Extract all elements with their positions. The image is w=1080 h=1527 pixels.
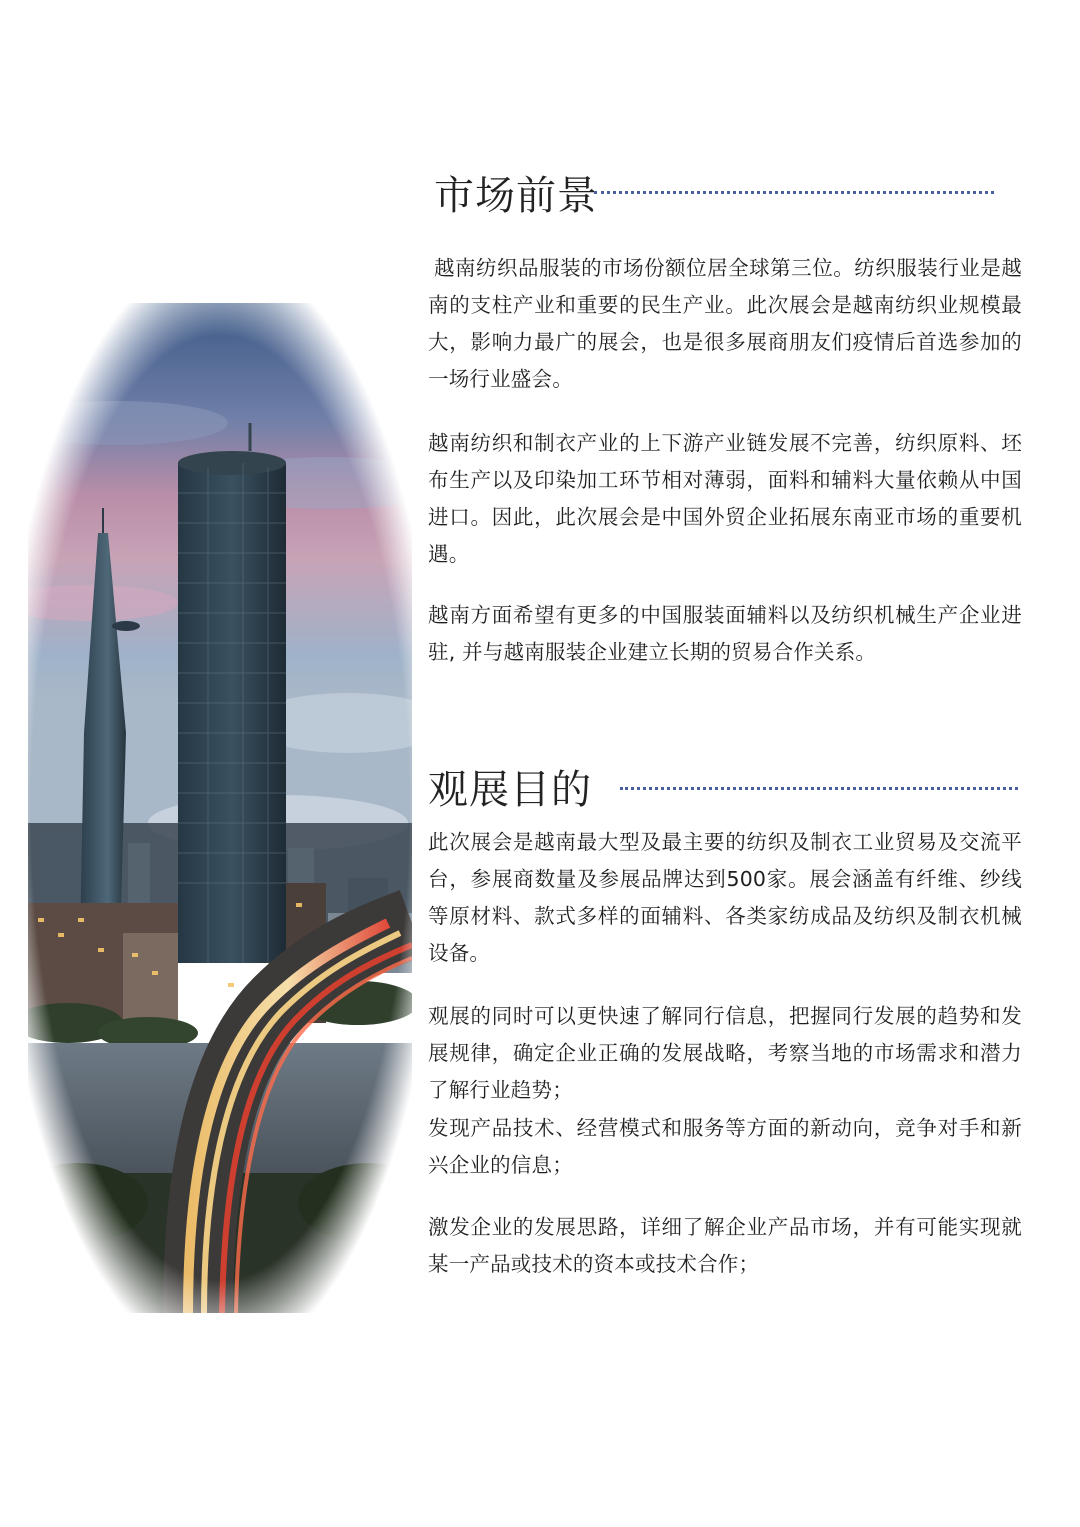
- market-outlook-title: 市场前景: [434, 173, 598, 219]
- title-divider: [620, 787, 1018, 790]
- market-paragraph: 越南纺织品服装的市场份额位居全球第三位。纺织服装行业是越南的支柱产业和重要的民生产业。此次展会是越南纺织业规模最大，影响力最广的展会，也是很多展商朋友们疫情后首选参加的一场行业盛会。: [428, 256, 1022, 391]
- purpose-paragraph: 发现产品技术、经营模式和服务等方面的新动向，竞争对手和新兴企业的信息；: [428, 1116, 1022, 1177]
- city-skyline-photo: [28, 303, 412, 1313]
- market-paragraph: 越南纺织和制衣产业的上下游产业链发展不完善，纺织原料、坯布生产以及印染加工环节相对薄弱，面料和辅料大量依赖从中国进口。因此，此次展会是中国外贸企业拓展东南亚市场的重要机遇。: [428, 431, 1022, 566]
- purpose-paragraph: 此次展会是越南最大型及最主要的纺织及制衣工业贸易及交流平台，参展商数量及参展品牌达到500家。展会涵盖有纤维、纱线等原材料、款式多样的面辅料、各类家纺成品及纺织及制衣机械设备。: [428, 830, 1022, 965]
- title-divider: [594, 191, 994, 194]
- market-paragraph: 越南方面希望有更多的中国服装面辅料以及纺织机械生产企业进驻, 并与越南服装企业建立长期的贸易合作关系。: [428, 603, 1022, 664]
- purpose-paragraph: 激发企业的发展思路，详细了解企业产品市场，并有可能实现就某一产品或技术的资本或技术合作；: [428, 1215, 1022, 1276]
- visit-purpose-title: 观展目的: [428, 767, 592, 813]
- purpose-paragraph: 观展的同时可以更快速了解同行信息，把握同行发展的趋势和发展规律，确定企业正确的发展战略，考察当地的市场需求和潜力了解行业趋势；: [428, 1004, 1022, 1102]
